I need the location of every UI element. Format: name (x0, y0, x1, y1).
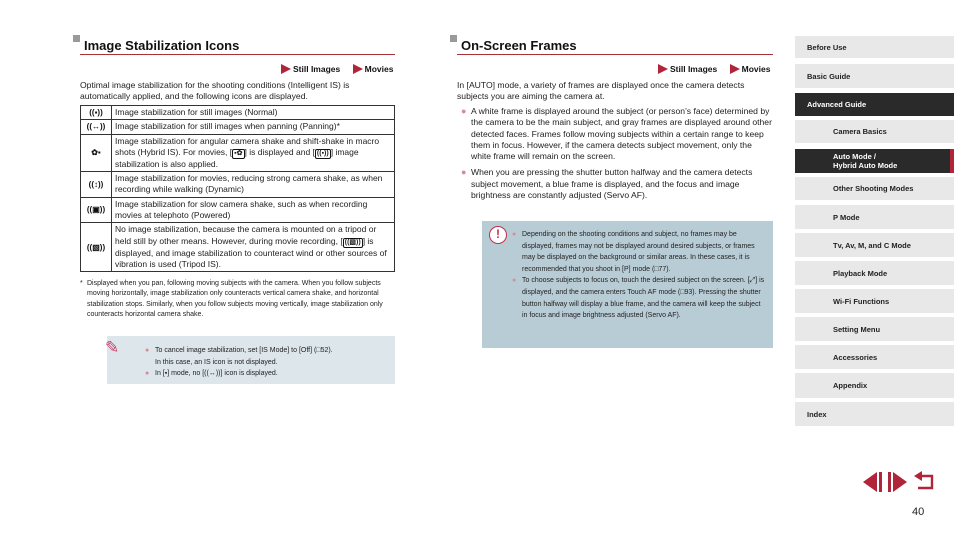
table-cell: No image stabilization, because the camera is mounted on a tripod or held still by other means. However, during movie recording, [ ((▧)) ] is displayed, and image stabilization to counteract wind or other sources of vibration is used (Tripod IS). (112, 223, 395, 272)
table-cell: Image stabilization for movies, reducing strong camera shake, as when recording while walking (Dynamic) (112, 172, 395, 198)
sidebar-item-tv-av-m-c-mode[interactable]: Tv, Av, M, and C Mode (795, 233, 954, 257)
title-rule (457, 54, 773, 55)
is-hybrid-icon: ✿▪ (81, 134, 112, 172)
warning-icon: ! (489, 226, 507, 244)
caution-box (482, 221, 773, 348)
list-item: ● To choose subjects to focus on, touch the desired subject on the screen. [⤢] is displayed, and the camera enters Touch AF mode (□93). Pressing the shutter button halfway will display a blue frame, and the camera will keep the subject in focus and image brightness adjusted (Servo AF). (512, 277, 765, 320)
sidebar-item-playback-mode[interactable]: Playback Mode (795, 261, 954, 285)
is-normal-icon: ((▪)) (81, 106, 112, 120)
sidebar-item-setting-menu[interactable]: Setting Menu (795, 317, 954, 341)
frame-bullet-list (461, 106, 773, 206)
list-item: ● To cancel image stabilization, set [IS Mode] to [Off] (□52). (145, 345, 333, 357)
is-powered-icon: ((▣)) (81, 197, 112, 223)
table-row (81, 172, 395, 198)
title-rule (80, 54, 395, 55)
footnote-mark: * (80, 280, 83, 287)
hybrid-movie-icon: ▪✿ (234, 149, 243, 157)
table-row (81, 106, 395, 120)
sidebar-item-appendix[interactable]: Appendix (795, 373, 954, 398)
tip-box (107, 336, 395, 384)
list-item: ● A white frame is displayed around the subject (or person’s face) determined by the camera to be the main subject, and gray frames are displayed around other detected faces. Frames follow moving subjects within a certain range to keep them in focus. However, if the camera detects subject movement, only the white frame will remain on the screen. (461, 106, 772, 162)
sidebar-item-index[interactable]: Index (795, 402, 954, 426)
bullet-icon: ● (145, 370, 150, 378)
list-item: ● When you are pressing the shutter button halfway and the camera detects subject movement, a blue frame is displayed, and the focus and image brightness are constantly adjusted (Servo AF). (461, 167, 753, 201)
previous-page-icon[interactable] (860, 471, 884, 493)
sidebar-item-other-shooting-modes[interactable]: Other Shooting Modes (795, 177, 954, 200)
intro-paragraph: In [AUTO] mode, a variety of frames are displayed once the camera detects subjects you are aiming the camera at. (457, 80, 745, 102)
section-title-image-stabilization: Image Stabilization Icons (84, 38, 239, 53)
mode-tags: Still Images Movies (281, 64, 393, 74)
bullet-icon: ● (145, 347, 150, 354)
bullet-icon: ● (512, 277, 517, 285)
next-page-icon[interactable] (886, 471, 910, 493)
triangle-icon (658, 64, 668, 74)
is-tripod-icon: ((▧)) (81, 223, 112, 272)
is-panning-icon: ((↔)) (81, 120, 112, 134)
list-item: ● In [▪] mode, no [((↔))] icon is displayed. (145, 368, 333, 380)
table-cell: Image stabilization for angular camera shake and shift-shake in macro shots (Hybrid IS). For movies, [ ▪✿ ] is displayed and [ ((▪)) ] image stabilization is also applied. (112, 134, 395, 172)
triangle-icon (281, 64, 291, 74)
intro-paragraph: Optimal image stabilization for the shooting conditions (Intelligent IS) is automatically applied, and the following icons are displayed. (80, 80, 350, 102)
sidebar-item-accessories[interactable]: Accessories (795, 345, 954, 369)
sidebar-item-before-use[interactable]: Before Use (795, 36, 954, 58)
table-row (81, 120, 395, 134)
table-cell: Image stabilization for still images (Normal) (112, 106, 395, 120)
tip-list (145, 345, 333, 380)
bullet-icon: ● (461, 167, 467, 178)
table-cell: Image stabilization for still images when panning (Panning)* (112, 120, 395, 134)
pencil-icon: ✎ (105, 338, 120, 357)
sidebar-item-wifi-functions[interactable]: Wi-Fi Functions (795, 289, 954, 313)
page-number: 40 (912, 506, 925, 518)
sidebar-item-p-mode[interactable]: P Mode (795, 205, 954, 229)
triangle-icon (730, 64, 740, 74)
is-normal-inline-icon: ((▪)) (316, 149, 329, 157)
table-row (81, 223, 395, 272)
triangle-icon (353, 64, 363, 74)
table-cell: Image stabilization for slow camera shake, such as when recording movies at telephoto (Powered) (112, 197, 395, 223)
section-title-on-screen-frames: On-Screen Frames (461, 38, 577, 53)
list-item: In this case, an IS icon is not displayed. (155, 358, 278, 366)
list-item: ● Depending on the shooting conditions and subject, no frames may be displayed, frames may not be displayed around desired subjects, or frames may be displayed on the background or similar areas. In these cases, it is recommended that you shoot in [P] mode (□77). (512, 231, 755, 273)
table-row (81, 197, 395, 223)
section-marker-icon (450, 35, 457, 42)
bullet-icon: ● (512, 231, 517, 238)
mode-tags: Still Images Movies (658, 64, 770, 74)
tripod-movie-icon: ((▧)) (344, 238, 361, 246)
sidebar-item-camera-basics[interactable]: Camera Basics (795, 120, 954, 143)
caution-list (512, 229, 767, 322)
is-icon-table (80, 105, 395, 272)
footnote: Displayed when you pan, following moving subjects with the camera. When you follow subjects moving horizontally, image stabilization only counteracts vertical camera shake, and horizontal stabilization stops. Similarly, when you follow subjects moving vertically, image stabilization only counteracts horizontal camera shake. (87, 280, 383, 318)
sidebar-item-basic-guide[interactable]: Basic Guide (795, 64, 954, 88)
section-marker-icon (73, 35, 80, 42)
sidebar-item-advanced-guide[interactable]: Advanced Guide (795, 93, 954, 116)
return-icon[interactable] (912, 471, 936, 493)
is-dynamic-icon: ((↕)) (81, 172, 112, 198)
sidebar-item-auto-mode[interactable]: Auto Mode / Hybrid Auto Mode (795, 149, 954, 173)
bullet-icon: ● (461, 106, 467, 116)
table-row (81, 134, 395, 172)
